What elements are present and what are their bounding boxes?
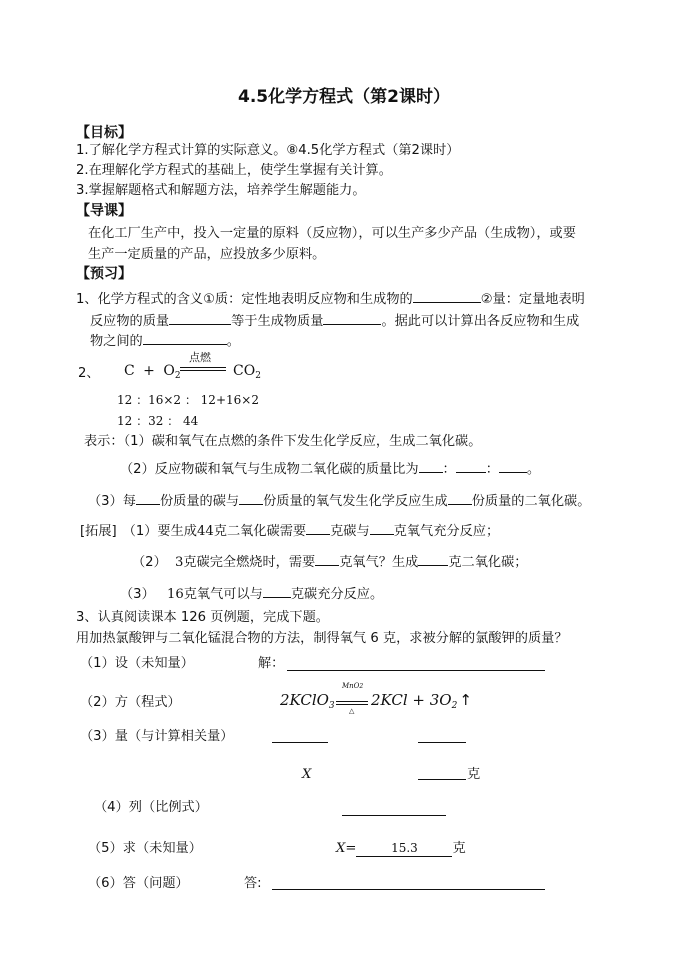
eq-condition: 点燃 xyxy=(189,351,211,364)
step-1-answer-line[interactable] xyxy=(287,670,545,671)
q2-number: 2、 xyxy=(78,366,100,381)
page-title: 4.5化学方程式（第2课时） xyxy=(238,87,450,107)
meaning-3-c: 份质量的氧气发生化学反应生成 xyxy=(263,494,448,509)
blank-ratio-1[interactable] xyxy=(419,458,443,473)
extend-2-b: 克碳完全燃烧时，需要 xyxy=(183,555,316,570)
step-1-answer-label: 解： xyxy=(258,656,285,671)
eq2-left: 2KClO xyxy=(280,691,329,709)
step-3-blank-3[interactable] xyxy=(418,779,466,780)
blank-q1-1[interactable] xyxy=(413,288,481,303)
blank-ext2-o2[interactable] xyxy=(315,551,339,566)
blank-q1-2[interactable] xyxy=(169,310,231,325)
eq2-left-sub: 3 xyxy=(328,701,335,711)
q1-text-e: 。据此可以计算出各反应物和生成 xyxy=(381,314,580,329)
extend-2-a: （2） xyxy=(132,555,171,570)
preview-q1-line2 xyxy=(90,310,579,331)
eq2-line-2 xyxy=(336,704,368,705)
step-6-answer-label: 答: xyxy=(244,876,262,891)
eq2-right: 2KCl + 3O xyxy=(371,691,452,709)
extend-2-c: 克氧气？生成 xyxy=(339,555,419,570)
kclo3-equation-right xyxy=(371,691,472,709)
eq2-catalyst: MnO2 xyxy=(342,682,364,690)
q1-text-b: ②量：定量地表明 xyxy=(480,292,585,307)
eq-o-sub: 2 xyxy=(174,371,181,381)
step-6-label: （6）答（问题） xyxy=(88,876,189,891)
extend-line-3 xyxy=(120,583,383,604)
eq-co: CO xyxy=(233,363,256,379)
blank-mass-o2[interactable] xyxy=(239,490,263,505)
ratio-line-1: 12 ：16×2 ： 12+16×2 xyxy=(117,393,259,407)
extend-label: [拓展] xyxy=(80,524,117,539)
step-3-x: X xyxy=(302,767,312,782)
preview-heading: 【预习】 xyxy=(76,266,132,282)
eq-o: O xyxy=(163,363,175,379)
meaning-2-sep2: ： xyxy=(485,462,499,477)
blank-ext1-c[interactable] xyxy=(306,520,330,535)
extend-1-c: 克碳与 xyxy=(330,524,370,539)
step-3-blank-2[interactable] xyxy=(418,742,466,743)
extend-1-d: 克氧气充分反应； xyxy=(393,524,500,539)
eq2-arrow: ↑ xyxy=(459,691,472,709)
step-5-answer xyxy=(336,840,466,858)
extend-3-b: 克氧气可以与 xyxy=(183,587,263,602)
eq-co-sub: 2 xyxy=(255,371,261,381)
step-2-label: （2）方（程式） xyxy=(80,695,181,710)
meaning-3-a: （3）每 xyxy=(88,494,136,509)
blank-ext2-co2[interactable] xyxy=(418,551,448,566)
goals-heading: 【目标】 xyxy=(76,125,132,141)
eq-line-top xyxy=(180,367,226,368)
eq2-heat: △ xyxy=(349,707,355,715)
eq2-right-sub: 2 xyxy=(451,701,458,711)
q1-text-g: 。 xyxy=(226,334,240,349)
eq2-line-1 xyxy=(336,701,368,702)
step-5-value[interactable]: 15.3 xyxy=(356,841,452,857)
q1-text-a: 1、化学方程式的含义①质：定性地表明反应物和生成物的 xyxy=(76,292,413,307)
q1-text-c: 反应物的质量 xyxy=(90,314,170,329)
meaning-2-sep1: ： xyxy=(442,462,456,477)
preview-q1-line3 xyxy=(90,330,240,351)
step-3-label: （3）量（与计算相关量） xyxy=(80,729,234,744)
blank-ratio-3[interactable] xyxy=(499,458,527,473)
extend-line-2 xyxy=(132,551,527,572)
q3-line-1: 3、认真阅读课本 126 页例题，完成下题。 xyxy=(76,610,329,625)
intro-heading: 【导课】 xyxy=(76,203,132,219)
goal-item-3: 3.掌握解题格式和解题方法，培养学生解题能力。 xyxy=(76,183,366,198)
extend-2-d: 克二氧化碳； xyxy=(448,555,528,570)
equation-carbon xyxy=(124,362,181,380)
step-5-label: （5）求（未知量） xyxy=(88,841,202,856)
step-5-gram: 克 xyxy=(452,841,466,856)
step-6-answer-line[interactable] xyxy=(272,889,545,890)
step-3-blank-1[interactable] xyxy=(272,742,328,743)
q1-text-f: 物之间的 xyxy=(90,334,143,349)
blank-mass-c[interactable] xyxy=(136,490,160,505)
extend-1-num: 44 xyxy=(197,524,214,539)
blank-ext3-c[interactable] xyxy=(263,583,291,598)
q1-text-d: 等于生成物质量 xyxy=(231,314,324,329)
extend-3-c: 克碳充分反应。 xyxy=(290,587,384,602)
meaning-line-3 xyxy=(88,490,590,511)
step-4-label: （4）列（比例式） xyxy=(94,800,208,815)
kclo3-equation-left xyxy=(280,691,335,709)
q3-line-2: 用加热氯酸钾与二氧化锰混合物的方法，制得氧气 6 克，求被分解的氯酸钾的质量？ xyxy=(76,631,568,646)
blank-mass-co2[interactable] xyxy=(448,490,472,505)
meaning-line-1: 表示：（1）碳和氧气在点燃的条件下发生化学反应，生成二氧化碳。 xyxy=(84,434,482,449)
blank-ratio-2[interactable] xyxy=(456,458,486,473)
eq-plus: + xyxy=(143,363,155,379)
eq-line-bottom xyxy=(180,370,226,371)
meaning-3-b: 份质量的碳与 xyxy=(159,494,240,509)
extend-line-1 xyxy=(80,520,499,541)
intro-line-2: 生产一定质量的产品，应投放多少原料。 xyxy=(88,247,326,262)
extend-2-num: 3 xyxy=(174,555,184,570)
meaning-2-text: （2）反应物碳和氧气与生成物二氧化碳的质量比为 xyxy=(120,462,419,477)
extend-1-b: 克二氧化碳需要 xyxy=(213,524,307,539)
step-3-gram: 克 xyxy=(467,767,481,782)
eq-c: C xyxy=(124,363,135,379)
goal-item-1: 1.了解化学方程式计算的实际意义。⑧4.5化学方程式（第2课时） xyxy=(76,143,460,158)
meaning-3-d: 份质量的二氧化碳。 xyxy=(471,494,591,509)
step-5-x: X= xyxy=(336,841,357,856)
intro-line-1: 在化工厂生产中，投入一定量的原料（反应物），可以生产多少产品（生成物），或要 xyxy=(88,226,576,241)
step-1-label: （1）设（未知量） xyxy=(80,656,194,671)
extend-1-a: （1）要生成 xyxy=(122,524,197,539)
meaning-line-2 xyxy=(120,458,540,479)
step-4-blank[interactable] xyxy=(342,815,446,816)
blank-q1-4[interactable] xyxy=(143,330,227,345)
preview-q1-line1 xyxy=(76,288,585,309)
extend-3-num: 16 xyxy=(166,587,184,602)
goal-item-2: 2.在理解化学方程式的基础上，使学生掌握有关计算。 xyxy=(76,163,392,178)
meaning-2-end: 。 xyxy=(526,462,541,477)
equation-product xyxy=(233,362,261,380)
ratio-line-2: 12 ：32 ： 44 xyxy=(117,414,199,428)
extend-3-a: （3） xyxy=(120,587,159,602)
blank-ext1-o2[interactable] xyxy=(370,520,394,535)
blank-q1-3[interactable] xyxy=(323,310,381,325)
